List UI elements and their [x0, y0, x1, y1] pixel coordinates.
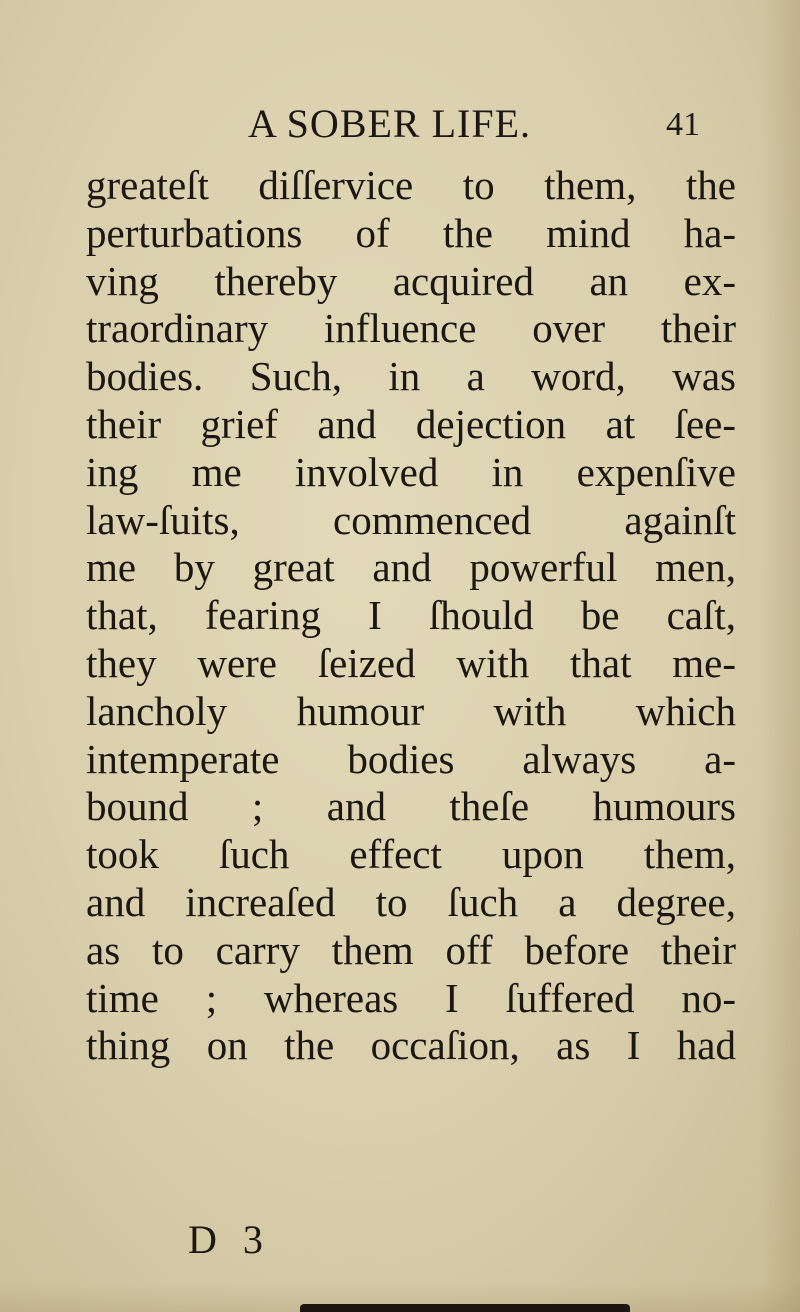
- text-line: they were ſeized with that me-: [86, 639, 736, 686]
- body-text: [86, 162, 736, 1070]
- text-line: ing me involved in expenſive: [86, 448, 736, 495]
- text-line: thing on the occaſion, as I had: [86, 1022, 736, 1069]
- text-line: time ; whereas I ſuffered no-: [86, 974, 736, 1021]
- text-line: lancholy humour with which: [86, 687, 736, 734]
- text-line: perturbations of the mind ha-: [86, 209, 736, 256]
- text-line: bound ; and theſe humours: [86, 783, 736, 830]
- text-line: and increaſed to ſuch a degree,: [86, 878, 736, 925]
- text-line: law-ſuits, commenced againſt: [86, 496, 736, 543]
- running-head: A SOBER LIFE.: [248, 101, 532, 146]
- text-line: traordinary influence over their: [86, 305, 736, 352]
- text-line: me by great and powerful men,: [86, 544, 736, 591]
- page-header: [248, 100, 718, 160]
- text-line: intemperate bodies always a-: [86, 735, 736, 782]
- signature-mark: D 3: [188, 1217, 271, 1262]
- text-line: as to carry them off before their: [86, 926, 736, 973]
- text-line: took ſuch effect upon them,: [86, 831, 736, 878]
- page-edge-shadow: [760, 0, 800, 1312]
- text-line: their grief and dejection at ſee-: [86, 400, 736, 447]
- text-line: that, fearing I ſhould be caſt,: [86, 592, 736, 639]
- text-line: ving thereby acquired an ex-: [86, 257, 736, 304]
- page-bottom-edge: [300, 1304, 630, 1312]
- text-line: bodies. Such, in a word, was: [86, 353, 736, 400]
- text-line: greateſt diſſervice to them, the: [86, 162, 736, 208]
- page-number: 41: [666, 106, 700, 143]
